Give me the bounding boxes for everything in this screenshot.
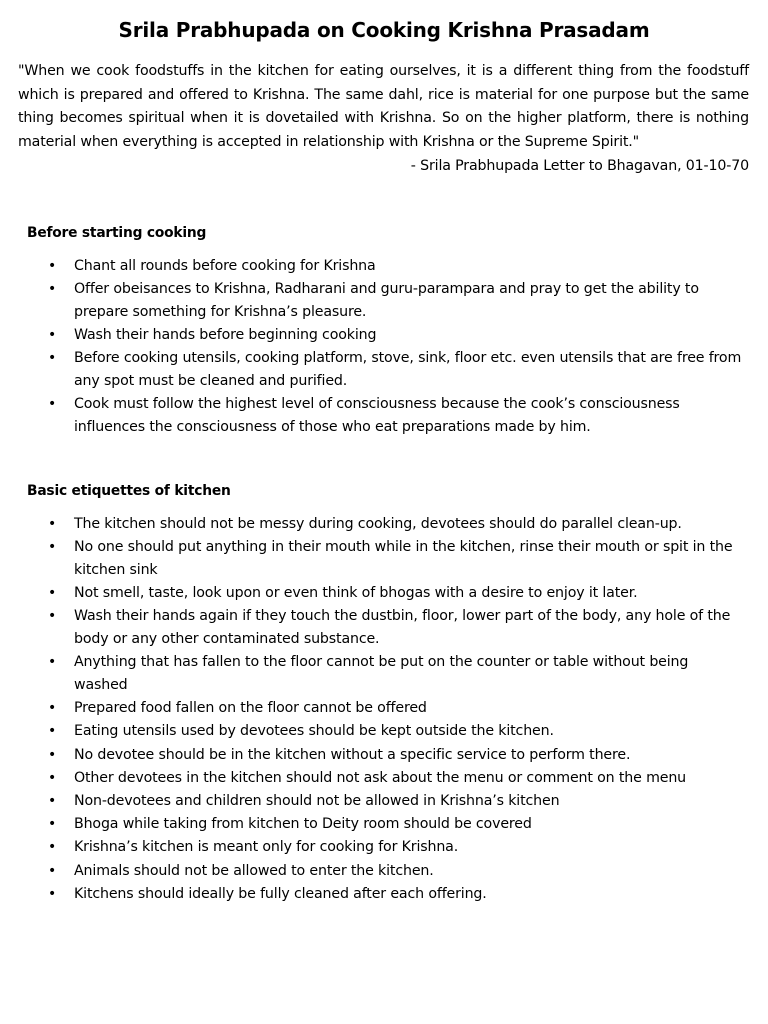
- list-item-text: Chant all rounds before cooking for Krishna: [74, 258, 376, 274]
- bullet-icon: •: [48, 816, 57, 833]
- list-item: [27, 860, 743, 883]
- prabhupada-quote: "When we cook foodstuffs in the kitchen for eating ourselves, it is a different thing from the foodstuff which is prepared and offered to Krishna. The same dahl, rice is material for one purpose but the same thing becomes spiritual when it is dovetailed with Krishna. So on the higher platform, there is nothing material when everything is accepted in relationship with Krishna or the Supreme Spirit.": [18, 63, 749, 150]
- list-item-text: Before cooking utensils, cooking platform, stove, sink, floor etc. even utensils that are free from any spot must be cleaned and purified.: [74, 350, 742, 390]
- list-item: [27, 720, 743, 743]
- list-item: [27, 536, 743, 581]
- bullet-icon: •: [48, 769, 57, 786]
- list-item-text: Wash their hands before beginning cooking: [74, 327, 377, 344]
- bullet-icon: •: [48, 654, 57, 671]
- bullet-icon: •: [48, 723, 57, 740]
- list-item-text: Non-devotees and children should not be allowed in Krishna’s kitchen: [74, 792, 560, 809]
- list-item-text: Prepared food fallen on the floor cannot be offered: [74, 700, 427, 717]
- before-cooking-list: [27, 255, 743, 439]
- list-item: [27, 582, 743, 605]
- list-item-text: The kitchen should not be messy during cooking, devotees should do parallel clean-up.: [74, 516, 682, 532]
- list-item: [27, 651, 743, 696]
- bullet-icon: •: [48, 839, 57, 856]
- list-item: [27, 767, 743, 790]
- list-item-text: Bhoga while taking from kitchen to Deity room should be covered: [74, 816, 532, 833]
- bullet-icon: •: [48, 258, 57, 274]
- list-item-text: Eating utensils used by devotees should be kept outside the kitchen.: [74, 723, 554, 740]
- section-heading-kitchen-etiquettes: Basic etiquettes of kitchen: [27, 483, 231, 499]
- bullet-icon: •: [48, 862, 57, 879]
- bullet-icon: •: [48, 792, 57, 809]
- bullet-icon: •: [48, 281, 57, 298]
- list-item-text: Animals should not be allowed to enter the kitchen.: [74, 862, 434, 879]
- list-item-text: Kitchens should ideally be fully cleaned after each offering.: [74, 885, 487, 902]
- bullet-icon: •: [48, 608, 57, 625]
- list-item-text: Krishna’s kitchen is meant only for cooking for Krishna.: [74, 839, 459, 856]
- bullet-icon: •: [48, 516, 57, 532]
- list-item-text: Offer obeisances to Krishna, Radharani and guru-parampara and pray to get the ability to prepare something for Krishna’s pleasure.: [74, 281, 699, 320]
- bullet-icon: •: [48, 746, 57, 763]
- list-item: [27, 836, 743, 859]
- list-item: [27, 393, 743, 438]
- page-title: Srila Prabhupada on Cooking Krishna Prasadam: [118, 18, 650, 42]
- list-item: [27, 744, 743, 767]
- section-heading-before-cooking: Before starting cooking: [27, 225, 207, 241]
- bullet-icon: •: [48, 396, 57, 413]
- bullet-icon: •: [48, 327, 57, 344]
- list-item-text: Anything that has fallen to the floor cannot be put on the counter or table without being washed: [74, 654, 689, 693]
- bullet-icon: •: [48, 885, 57, 902]
- list-item: [27, 697, 743, 720]
- list-item: [27, 513, 743, 536]
- list-item: [27, 278, 743, 323]
- list-item: [27, 255, 743, 278]
- list-item-text: No one should put anything in their mouth while in the kitchen, rinse their mouth or spit in the kitchen sink: [74, 539, 733, 578]
- list-item: [27, 347, 743, 392]
- list-item-text: No devotee should be in the kitchen without a specific service to perform there.: [74, 746, 631, 763]
- quote-attribution: - Srila Prabhupada Letter to Bhagavan, 01-10-70: [410, 158, 749, 174]
- bullet-icon: •: [48, 539, 57, 556]
- list-item: [27, 883, 743, 906]
- list-item-text: Not smell, taste, look upon or even think of bhogas with a desire to enjoy it later.: [74, 585, 638, 602]
- list-item: [27, 813, 743, 836]
- list-item: [27, 790, 743, 813]
- bullet-icon: •: [48, 700, 57, 717]
- list-item: [27, 324, 743, 347]
- list-item-text: Cook must follow the highest level of consciousness because the cook’s consciousness influences the consciousness of those who eat preparations made by him.: [74, 396, 680, 435]
- list-item-text: Wash their hands again if they touch the dustbin, floor, lower part of the body, any hole of the body or any other contaminated substance.: [74, 608, 731, 648]
- kitchen-etiquettes-list: [27, 513, 743, 906]
- list-item: [27, 605, 743, 650]
- list-item-text: Other devotees in the kitchen should not ask about the menu or comment on the menu: [74, 769, 686, 786]
- bullet-icon: •: [48, 585, 57, 602]
- bullet-icon: •: [48, 350, 57, 367]
